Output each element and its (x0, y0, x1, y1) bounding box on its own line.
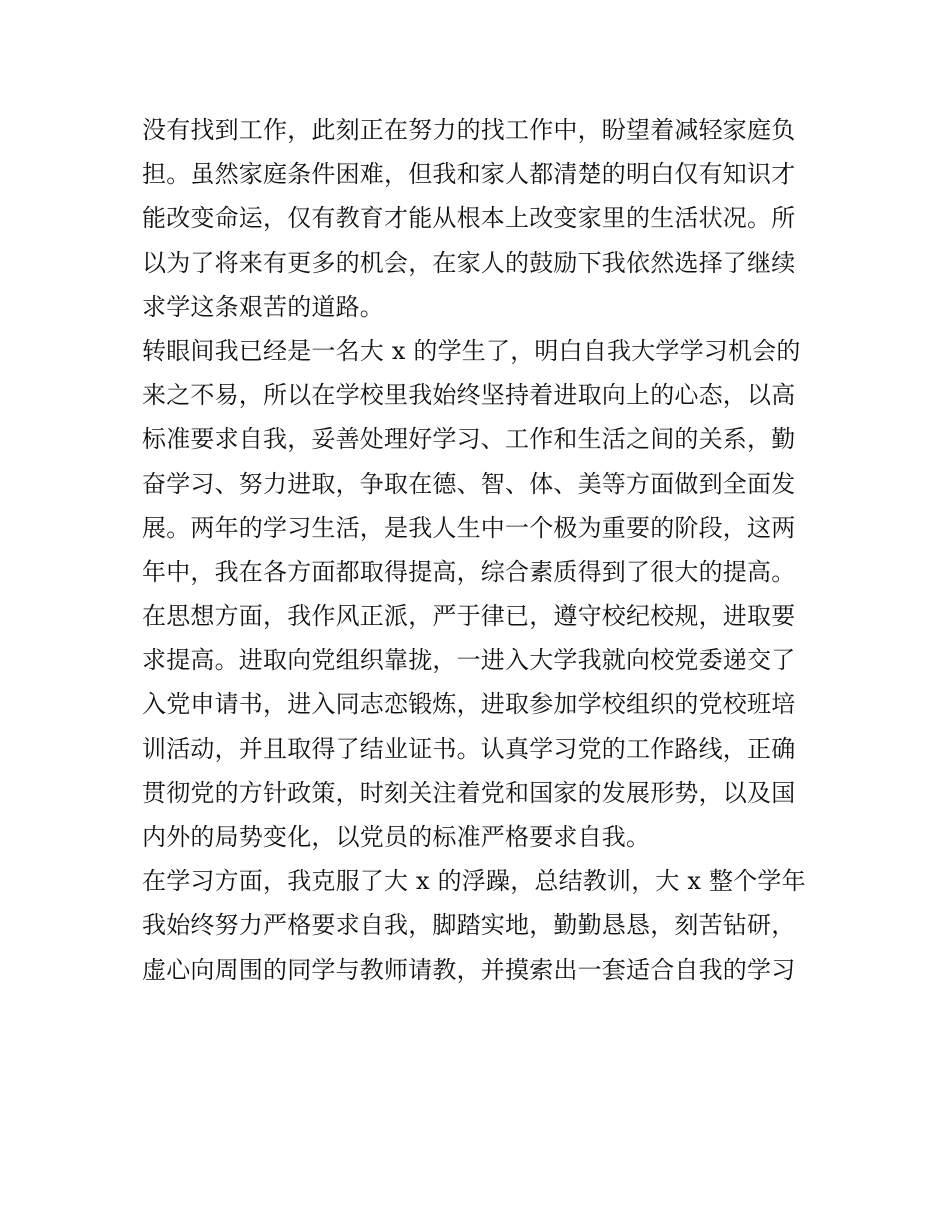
text-line: 以为了将来有更多的机会，在家人的鼓励下我依然选择了继续 (142, 248, 796, 277)
text-line: 虚心向周围的同学与教师请教，并摸索出一套适合自我的学习 (142, 955, 796, 984)
text-line: 在学习方面，我克服了大 x 的浮躁，总结教训，大 x 整个学年 (142, 867, 806, 896)
text-line: 担。虽然家庭条件困难，但我和家人都清楚的明白仅有知识才 (142, 160, 796, 189)
text-line: 年中，我在各方面都取得提高，综合素质得到了很大的提高。 (142, 557, 796, 586)
text-line: 求提高。进取向党组织靠拢，一进入大学我就向校党委递交了 (142, 646, 796, 675)
text-line: 内外的局势变化，以党员的标准严格要求自我。 (142, 823, 651, 851)
text-line: 训活动，并且取得了结业证书。认真学习党的工作路线，正确 (142, 734, 796, 763)
body-text (142, 108, 822, 992)
text-line: 标准要求自我，妥善处理好学习、工作和生活之间的关系，勤 (142, 425, 796, 454)
text-line: 转眼间我已经是一名大 x 的学生了，明白自我大学学习机会的 (142, 336, 801, 365)
text-line: 我始终努力严格要求自我，脚踏实地，勤勤恳恳，刻苦钻研， (142, 911, 796, 940)
text-line: 没有找到工作，此刻正在努力的找工作中，盼望着减轻家庭负 (142, 116, 796, 144)
text-line: 奋学习、努力进取，争取在德、智、体、美等方面做到全面发 (142, 469, 796, 498)
text-line: 求学这条艰苦的道路。 (142, 292, 384, 321)
text-line: 在思想方面，我作风正派，严于律已，遵守校纪校规，进取要 (142, 602, 796, 631)
text-line: 来之不易，所以在学校里我始终坚持着进取向上的心态，以高 (142, 381, 796, 410)
text-line: 能改变命运，仅有教育才能从根本上改变家里的生活状况。所 (142, 204, 796, 233)
text-line: 入党申请书，进入同志恋锻炼，进取参加学校组织的党校班培 (142, 690, 796, 719)
text-line: 贯彻党的方针政策，时刻关注着党和国家的发展形势，以及国 (142, 778, 796, 807)
text-line: 展。两年的学习生活，是我人生中一个极为重要的阶段，这两 (142, 513, 796, 542)
